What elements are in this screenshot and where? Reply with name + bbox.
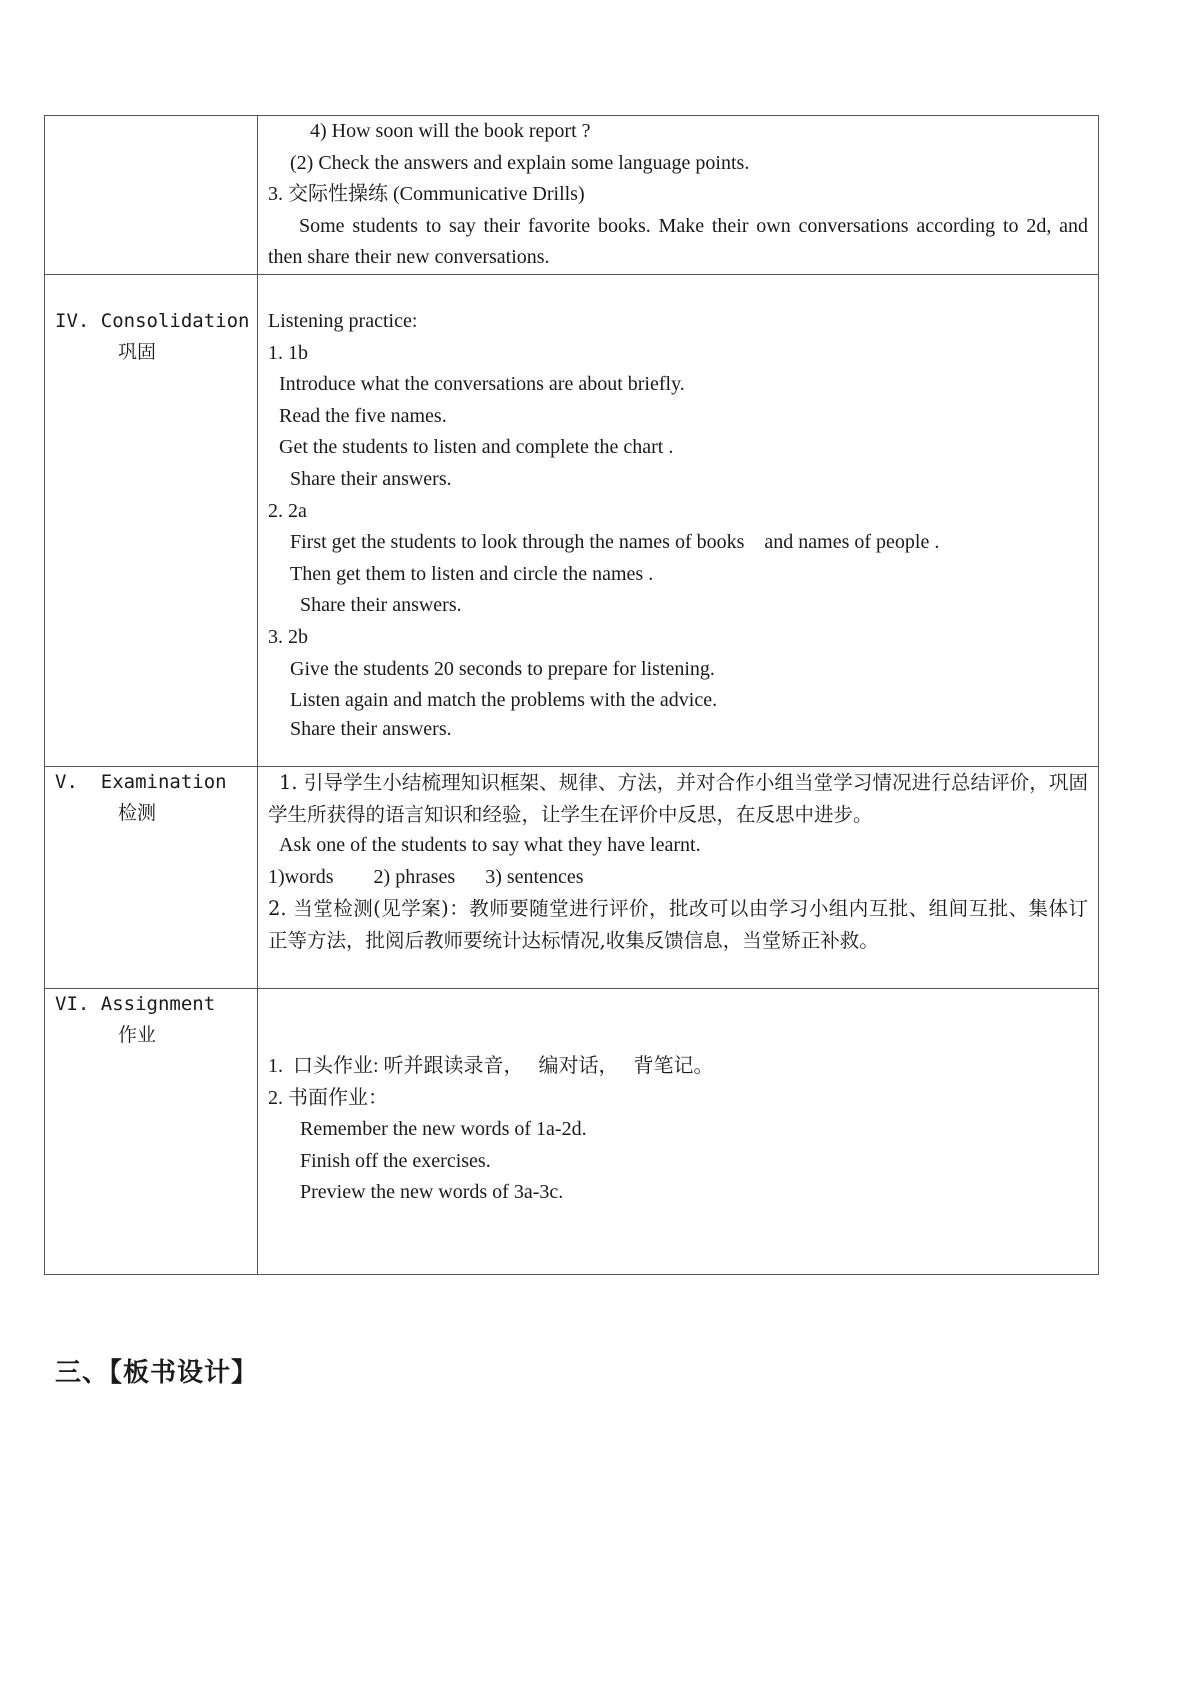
content-cell [258,274,1099,766]
stage-title: VI. Assignment [55,992,216,1015]
stage-cell [45,116,258,275]
stage-cell [45,274,258,766]
content-line: Share their answers. [290,467,452,490]
content-line: Then get them to listen and circle the names . [290,562,654,585]
content-line: Remember the new words of 1a-2d. [300,1118,587,1141]
content-line: 2. 书面作业： [268,1086,388,1109]
content-line: Preview the new words of 3a-3c. [300,1181,564,1204]
content-line: Finish off the exercises. [300,1149,491,1172]
stage-title: V. Examination [55,770,227,793]
content-cell [258,766,1099,988]
content-line: Give the students 20 seconds to prepare for listening. [290,657,715,680]
stage-title: IV. Consolidation [55,309,250,332]
content-line: 1)words 2) phrases 3) sentences [268,865,584,888]
content-line: 3. 2b [268,625,308,648]
content-line: First get the students to look through the names of books and names of people . [290,531,940,554]
table-row [45,274,1099,766]
content-line: Read the five names. [279,404,447,427]
section-heading: 三、【板书设计】 [55,1358,259,1388]
content-line: Share their answers. [300,594,462,617]
content-line: Share their answers. [290,717,452,740]
lesson-plan-table [44,115,1099,1275]
stage-title-cn: 巩固 [117,341,156,364]
stage-title-cn: 作业 [117,1024,156,1047]
content-paragraph: 2. 当堂检测(见学案)：教师要随堂进行评价，批改可以由学习小组内互批、组间互批、集体订正等方法，批阅后教师要统计达标情况,收集反馈信息，当堂矫正补救。 [268,897,1088,952]
content-line: 3. 交际性操练 (Communicative Drills) [268,183,585,206]
content-line: 4) How soon will the book report ? [310,120,591,142]
content-line: Listening practice: [268,309,418,332]
content-cell [258,116,1099,275]
stage-cell [45,766,258,988]
content-line: Introduce what the conversations are about briefly. [279,373,685,396]
stage-cell [45,988,258,1274]
content-paragraph: 1. 引导学生小结梳理知识框架、规律、方法，并对合作小组当堂学习情况进行总结评价，巩固学生所获得的语言知识和经验，让学生在评价中反思，在反思中进步。 [268,770,1088,826]
content-line: Ask one of the students to say what they have learnt. [279,834,701,857]
content-line: 2. 2a [268,499,307,522]
content-paragraph: Some students to say their favorite books. Make their own conversations according to 2d, and then share their new conversations. [268,214,1088,269]
content-line: (2) Check the answers and explain some language points. [290,151,750,174]
content-line: 1. 1b [268,341,308,364]
table-row [45,988,1099,1274]
stage-title-cn: 检测 [117,802,156,825]
content-line: Get the students to listen and complete the chart . [279,436,674,459]
table-row [45,116,1099,275]
content-line: 1. 口头作业: 听并跟读录音， 编对话， 背笔记。 [268,1054,714,1077]
content-cell [258,988,1099,1274]
content-line: Listen again and match the problems with the advice. [290,689,718,712]
table-row [45,766,1099,988]
